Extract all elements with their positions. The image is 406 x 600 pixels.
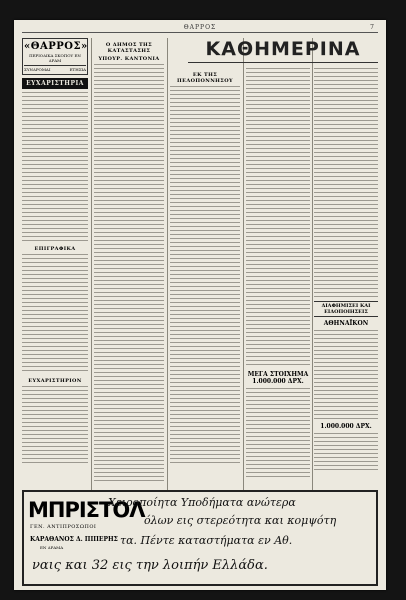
article-text (22, 386, 88, 466)
article-text (94, 64, 164, 484)
running-title: ΘΑΡΡΟΣ (183, 24, 217, 31)
left-bar-heading: ΕΥΧΑΡΙΣΤΗΡΙΑ (22, 78, 88, 89)
article-text (246, 388, 310, 478)
column-divider (167, 38, 168, 490)
masthead-tab-left: ΣΥΝΔΡΟΜΑΙ (24, 67, 51, 72)
page-number: 7 (370, 24, 374, 31)
newspaper-page (14, 20, 386, 590)
article-text (314, 330, 378, 420)
third-column (170, 68, 240, 490)
ad-line-3: τα. Πέντε καταστήματα εν Αθ. (120, 534, 293, 547)
ad-brand: ΜΠΡΙΣΤΟΛ (28, 498, 145, 522)
ad-line-4: ναις και 32 εις την λοιπήν Ελλάδα. (32, 558, 268, 573)
ad-city: ΕΝ ΔΡΑΜΑ (40, 545, 64, 550)
right-amount: 1.000.000 ΔΡΧ. (320, 423, 372, 430)
article-text (314, 68, 378, 298)
page-title: ΚΑΘΗΜΕΡΙΝΑ (205, 38, 361, 60)
left-column (22, 38, 88, 490)
third-heading: ΕΚ ΤΗΣ ΠΕΛΟΠΟΝΝΗΣΟΥ (177, 72, 233, 84)
left-bottom-heading: ΕΥΧΑΡΙΣΤΗΡΙΟΝ (28, 378, 82, 384)
top-rule (22, 32, 378, 33)
right-notice: ΑΘΗΝΑΪΚΟΝ (323, 320, 369, 327)
masthead-tabs (24, 65, 86, 72)
left-section-heading: ΕΠΙΓΡΑΦΙΚΑ (34, 246, 76, 252)
article-text (170, 86, 240, 466)
fourth-column (246, 68, 310, 490)
masthead-tab-right: ΕΤΗΣΙΑ (69, 67, 86, 72)
right-column (314, 68, 378, 490)
column-divider (312, 38, 313, 490)
ad-line-2: όλων εις στερεότητα και κομψότη (144, 514, 337, 527)
title-rule (188, 62, 378, 63)
right-box-heading: ΔΙΑΦΗΜΙΣΕΙ ΚΑΙ ΕΙΔΟΠΟΙΗΣΕΙΣ (314, 301, 378, 317)
second-column (94, 38, 164, 490)
masthead-subtitle: ΠΕΡΙΟΔΙΚΑ ΣΚΟΠΟΥ ΕΝ ΔΡΑΜ (29, 53, 81, 63)
column-divider (243, 38, 244, 490)
article-text (22, 254, 88, 374)
ad-subtitle: ΓΕΝ. ΑΝΤΙΠΡΟΣΩΠΟΙ (30, 524, 97, 530)
article-text (22, 92, 88, 242)
ad-agents: ΚΑΡΑΘΑΝΟΣ Δ. ΠΙΠΕΡΗΣ (30, 536, 118, 543)
center-headline: ΜΕΓΑ ΣΤΟΙΧΗΜΑ 1.000.000 ΔΡΧ. (247, 371, 309, 385)
masthead-box (22, 38, 88, 75)
second-subheading: ΥΠΟΥΡ. ΚΑΝΤΟΝΙΑ (98, 56, 160, 62)
second-heading: Ο ΔΗΜΟΣ ΤΗΣ ΚΑΤΑΣΤΑΣΗΣ (105, 42, 153, 54)
ad-line-1: Χειροποίητα Υποδήματα ανώτερα (108, 496, 296, 509)
column-divider (91, 38, 92, 490)
masthead-title: «ΘΑΡΡΟΣ» (24, 41, 88, 52)
advertisement-box (22, 490, 378, 586)
article-text (246, 68, 310, 368)
article-text (314, 433, 378, 473)
